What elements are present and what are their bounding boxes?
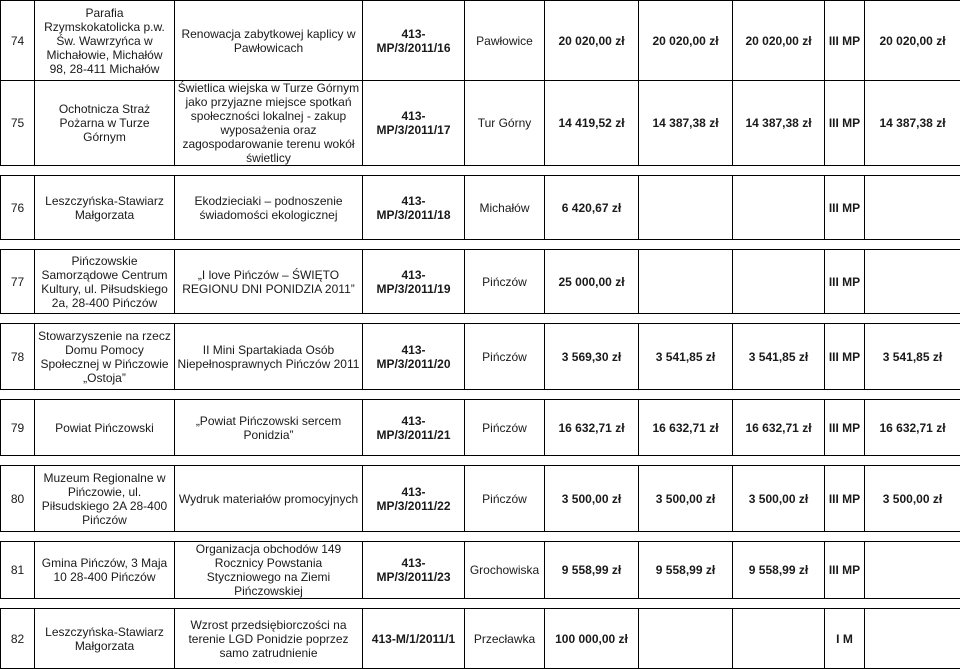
amount-paid: 20 020,00 zł bbox=[865, 1, 960, 81]
measure: III MP bbox=[825, 176, 865, 240]
project-title: Ekodzieciaki – podnoszenie świadomości ekologicznej bbox=[175, 176, 363, 240]
amount-paid: 16 632,71 zł bbox=[865, 400, 960, 456]
beneficiary: Gmina Pińczów, 3 Maja 10 28-400 Pińczów bbox=[35, 542, 175, 599]
contract-code: 413-MP/3/2011/20 bbox=[363, 324, 465, 390]
beneficiary: Parafia Rzymskokatolicka p.w. Św. Wawrzyńca w Michałowie, Michałów 98, 28-411 Michałów bbox=[35, 1, 175, 81]
amount-granted bbox=[733, 250, 825, 314]
contract-code: 413-MP/3/2011/19 bbox=[363, 250, 465, 314]
location: Pińczów bbox=[465, 466, 545, 532]
table-row bbox=[1, 400, 960, 456]
location: Michałów bbox=[465, 176, 545, 240]
row-number: 81 bbox=[1, 542, 35, 599]
table-row bbox=[1, 176, 960, 240]
project-title: Renowacja zabytkowej kaplicy w Pawłowicach bbox=[175, 1, 363, 81]
table-row bbox=[1, 1, 960, 81]
row-number: 79 bbox=[1, 400, 35, 456]
contract-code: 413-MP/3/2011/18 bbox=[363, 176, 465, 240]
beneficiary: Stowarzyszenie na rzecz Domu Pomocy Społecznej w Pińczowie „Ostoja” bbox=[35, 324, 175, 390]
measure: III MP bbox=[825, 324, 865, 390]
amount-granted bbox=[733, 609, 825, 669]
amount-eligible bbox=[639, 176, 733, 240]
row-gap bbox=[1, 456, 960, 466]
amount-paid bbox=[865, 609, 960, 669]
amount-paid: 3 541,85 zł bbox=[865, 324, 960, 390]
amount-granted: 3 500,00 zł bbox=[733, 466, 825, 532]
beneficiary: Muzeum Regionalne w Pińczowie, ul. Piłsudskiego 2A 28-400 Pińczów bbox=[35, 466, 175, 532]
project-title: Organizacja obchodów 149 Rocznicy Powstania Styczniowego na Ziemi Pińczowskiej bbox=[175, 542, 363, 599]
row-gap bbox=[1, 390, 960, 400]
contract-code: 413-M/1/2011/1 bbox=[363, 609, 465, 669]
beneficiary: Ochotnicza Straż Pożarna w Turze Górnym bbox=[35, 81, 175, 166]
location: Grochowiska bbox=[465, 542, 545, 599]
beneficiary: Leszczyńska-Stawiarz Małgorzata bbox=[35, 609, 175, 669]
table-row bbox=[1, 542, 960, 599]
measure: III MP bbox=[825, 250, 865, 314]
table-row bbox=[1, 466, 960, 532]
amount-paid bbox=[865, 176, 960, 240]
amount-paid bbox=[865, 542, 960, 599]
contract-code: 413-MP/3/2011/23 bbox=[363, 542, 465, 599]
contract-code: 413-MP/3/2011/21 bbox=[363, 400, 465, 456]
amount-eligible: 3 541,85 zł bbox=[639, 324, 733, 390]
amount-requested: 3 569,30 zł bbox=[545, 324, 639, 390]
contract-code: 413-MP/3/2011/16 bbox=[363, 1, 465, 81]
amount-eligible bbox=[639, 250, 733, 314]
table-row bbox=[1, 324, 960, 390]
amount-paid: 3 500,00 zł bbox=[865, 466, 960, 532]
row-number: 75 bbox=[1, 81, 35, 166]
project-title: Wydruk materiałów promocyjnych bbox=[175, 466, 363, 532]
amount-requested: 20 020,00 zł bbox=[545, 1, 639, 81]
amount-eligible: 3 500,00 zł bbox=[639, 466, 733, 532]
row-number: 74 bbox=[1, 1, 35, 81]
amount-requested: 25 000,00 zł bbox=[545, 250, 639, 314]
location: Pińczów bbox=[465, 400, 545, 456]
amount-granted bbox=[733, 176, 825, 240]
row-number: 76 bbox=[1, 176, 35, 240]
row-number: 78 bbox=[1, 324, 35, 390]
row-gap bbox=[1, 532, 960, 542]
amount-requested: 14 419,52 zł bbox=[545, 81, 639, 166]
amount-eligible: 14 387,38 zł bbox=[639, 81, 733, 166]
row-number: 82 bbox=[1, 609, 35, 669]
location: Pińczów bbox=[465, 250, 545, 314]
amount-granted: 9 558,99 zł bbox=[733, 542, 825, 599]
amount-requested: 9 558,99 zł bbox=[545, 542, 639, 599]
row-gap bbox=[1, 166, 960, 176]
amount-eligible: 9 558,99 zł bbox=[639, 542, 733, 599]
measure: III MP bbox=[825, 542, 865, 599]
measure: I M bbox=[825, 609, 865, 669]
amount-granted: 20 020,00 zł bbox=[733, 1, 825, 81]
project-title: Wzrost przedsiębiorczości na terenie LGD Ponidzie poprzez samo zatrudnienie bbox=[175, 609, 363, 669]
amount-eligible: 20 020,00 zł bbox=[639, 1, 733, 81]
measure: III MP bbox=[825, 400, 865, 456]
contract-code: 413-MP/3/2011/17 bbox=[363, 81, 465, 166]
amount-paid: 14 387,38 zł bbox=[865, 81, 960, 166]
location: Pińczów bbox=[465, 324, 545, 390]
amount-requested: 100 000,00 zł bbox=[545, 609, 639, 669]
location: Pawłowice bbox=[465, 1, 545, 81]
row-number: 80 bbox=[1, 466, 35, 532]
contract-code: 413-MP/3/2011/22 bbox=[363, 466, 465, 532]
row-number: 77 bbox=[1, 250, 35, 314]
amount-granted: 16 632,71 zł bbox=[733, 400, 825, 456]
amount-paid bbox=[865, 250, 960, 314]
project-title: „Powiat Pińczowski sercem Ponidzia” bbox=[175, 400, 363, 456]
amount-granted: 14 387,38 zł bbox=[733, 81, 825, 166]
beneficiary: Pińczowskie Samorządowe Centrum Kultury, ul. Piłsudskiego 2a, 28-400 Pińczów bbox=[35, 250, 175, 314]
project-title: Świetlica wiejska w Turze Górnym jako przyjazne miejsce spotkań społeczności lokalnej - zakup wyposażenia oraz zagospodarowanie terenu wokół świetlicy bbox=[175, 81, 363, 166]
beneficiary: Powiat Pińczowski bbox=[35, 400, 175, 456]
amount-requested: 3 500,00 zł bbox=[545, 466, 639, 532]
row-gap bbox=[1, 314, 960, 324]
measure: III MP bbox=[825, 466, 865, 532]
row-gap bbox=[1, 240, 960, 250]
location: Tur Górny bbox=[465, 81, 545, 166]
amount-requested: 6 420,67 zł bbox=[545, 176, 639, 240]
location: Przecławka bbox=[465, 609, 545, 669]
table-row bbox=[1, 609, 960, 669]
amount-eligible bbox=[639, 609, 733, 669]
measure: III MP bbox=[825, 81, 865, 166]
beneficiary: Leszczyńska-Stawiarz Małgorzata bbox=[35, 176, 175, 240]
amount-eligible: 16 632,71 zł bbox=[639, 400, 733, 456]
amount-granted: 3 541,85 zł bbox=[733, 324, 825, 390]
project-title: „I love Pińczów – ŚWIĘTO REGIONU DNI PONIDZIA 2011” bbox=[175, 250, 363, 314]
row-gap bbox=[1, 599, 960, 609]
table-row bbox=[1, 250, 960, 314]
project-title: II Mini Spartakiada Osób Niepełnosprawnych Pińczów 2011 bbox=[175, 324, 363, 390]
table-row bbox=[1, 81, 960, 166]
measure: III MP bbox=[825, 1, 865, 81]
amount-requested: 16 632,71 zł bbox=[545, 400, 639, 456]
